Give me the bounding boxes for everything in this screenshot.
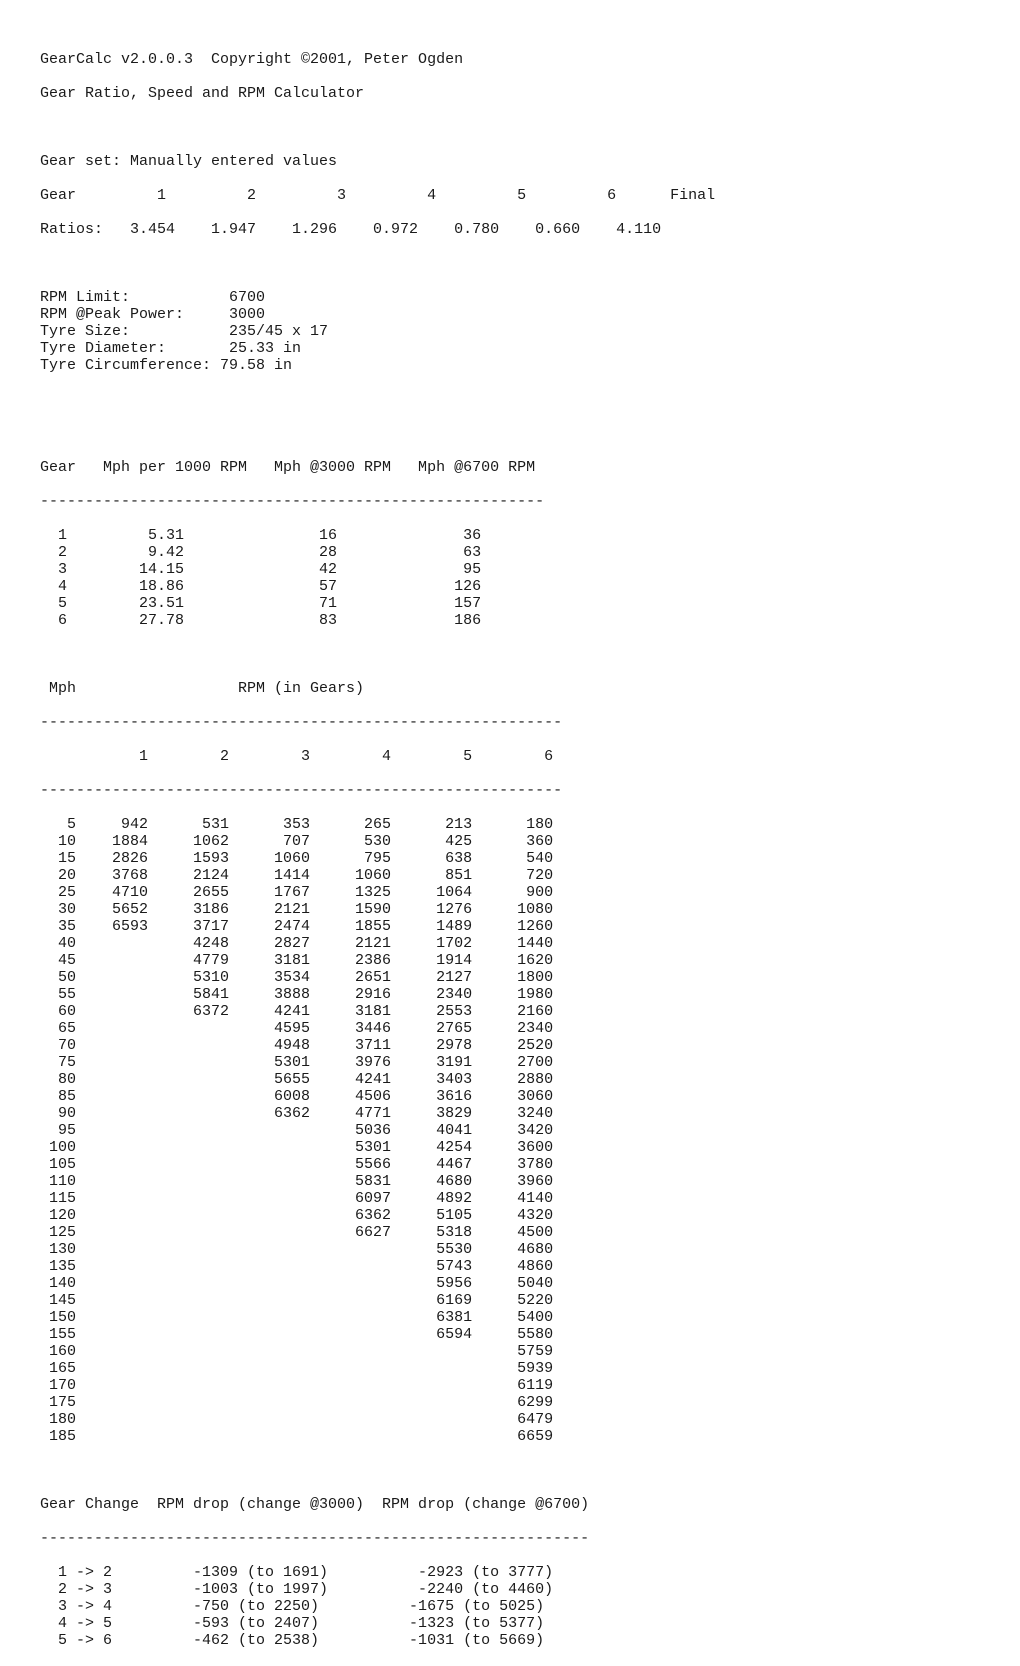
- gear-change-table: [40, 1564, 715, 1649]
- table-row: 55 5841 3888 2916 2340 1980: [40, 986, 554, 1003]
- table-row: 165 5939: [40, 1360, 554, 1377]
- table-row: 180 6479: [40, 1411, 554, 1428]
- table-row: 25 4710 2655 1767 1325 1064 900: [40, 884, 554, 901]
- gear-change-rule: -------------------------------------------------------------: [40, 1530, 590, 1547]
- table-row: 30 5652 3186 2121 1590 1276 1080: [40, 901, 554, 918]
- speed-table-rule: --------------------------------------------------------: [40, 493, 545, 510]
- table-row: 15 2826 1593 1060 795 638 540: [40, 850, 554, 867]
- table-row: 2 -> 3 -1003 (to 1997) -2240 (to 4460): [40, 1581, 554, 1598]
- vehicle-specs: [40, 289, 715, 374]
- speed-table: [40, 527, 715, 629]
- table-row: 120 6362 5105 4320: [40, 1207, 554, 1224]
- table-row: 135 5743 4860: [40, 1258, 554, 1275]
- table-row: 80 5655 4241 3403 2880: [40, 1071, 554, 1088]
- spec-line: Tyre Circumference: 79.58 in: [40, 357, 293, 374]
- rpm-table-rule: ----------------------------------------------------------: [40, 714, 563, 731]
- spec-line: Tyre Size: 235/45 x 17: [40, 323, 329, 340]
- table-row: 6 27.78 83 186: [40, 612, 482, 629]
- blank-line: [40, 646, 715, 663]
- table-row: 45 4779 3181 2386 1914 1620: [40, 952, 554, 969]
- table-row: 10 1884 1062 707 530 425 360: [40, 833, 554, 850]
- table-row: 175 6299: [40, 1394, 554, 1411]
- table-row: 115 6097 4892 4140: [40, 1190, 554, 1207]
- table-row: 150 6381 5400: [40, 1309, 554, 1326]
- table-row: 1 -> 2 -1309 (to 1691) -2923 (to 3777): [40, 1564, 554, 1581]
- table-row: 50 5310 3534 2651 2127 1800: [40, 969, 554, 986]
- blank-line: [40, 391, 715, 408]
- table-row: 90 6362 4771 3829 3240: [40, 1105, 554, 1122]
- table-row: 170 6119: [40, 1377, 554, 1394]
- table-row: 5 -> 6 -462 (to 2538) -1031 (to 5669): [40, 1632, 545, 1649]
- table-row: 130 5530 4680: [40, 1241, 554, 1258]
- report-title: GearCalc v2.0.0.3 Copyright ©2001, Peter Ogden: [40, 51, 464, 68]
- table-row: 185 6659: [40, 1428, 554, 1445]
- blank-line: [40, 425, 715, 442]
- spec-line: Tyre Diameter: 25.33 in: [40, 340, 302, 357]
- gear-set-label: Gear set: Manually entered values: [40, 153, 338, 170]
- table-row: 70 4948 3711 2978 2520: [40, 1037, 554, 1054]
- table-row: 100 5301 4254 3600: [40, 1139, 554, 1156]
- spec-line: RPM Limit: 6700: [40, 289, 266, 306]
- gear-ratios-line: Ratios: 3.454 1.947 1.296 0.972 0.780 0.660 4.110: [40, 221, 662, 238]
- table-row: 155 6594 5580: [40, 1326, 554, 1343]
- table-row: 4 -> 5 -593 (to 2407) -1323 (to 5377): [40, 1615, 545, 1632]
- table-row: 35 6593 3717 2474 1855 1489 1260: [40, 918, 554, 935]
- table-row: 5 942 531 353 265 213 180: [40, 816, 554, 833]
- table-row: 4 18.86 57 126: [40, 578, 482, 595]
- table-row: 125 6627 5318 4500: [40, 1224, 554, 1241]
- gear-change-header: Gear Change RPM drop (change @3000) RPM drop (change @6700): [40, 1496, 590, 1513]
- table-row: 5 23.51 71 157: [40, 595, 482, 612]
- table-row: 2 9.42 28 63: [40, 544, 482, 561]
- blank-line: [40, 255, 715, 272]
- rpm-table: [40, 816, 715, 1445]
- blank-line: [40, 119, 715, 136]
- table-row: 140 5956 5040: [40, 1275, 554, 1292]
- table-row: 85 6008 4506 3616 3060: [40, 1088, 554, 1105]
- table-row: 60 6372 4241 3181 2553 2160: [40, 1003, 554, 1020]
- gear-numbers-header: Gear 1 2 3 4 5 6 Final: [40, 187, 716, 204]
- table-row: 95 5036 4041 3420: [40, 1122, 554, 1139]
- report-subtitle: Gear Ratio, Speed and RPM Calculator: [40, 85, 365, 102]
- gearcalc-report: [40, 34, 715, 1666]
- table-row: 65 4595 3446 2765 2340: [40, 1020, 554, 1037]
- rpm-table-title: Mph RPM (in Gears): [40, 680, 365, 697]
- table-row: 110 5831 4680 3960: [40, 1173, 554, 1190]
- rpm-table-rule: ----------------------------------------------------------: [40, 782, 563, 799]
- table-row: 75 5301 3976 3191 2700: [40, 1054, 554, 1071]
- table-row: 145 6169 5220: [40, 1292, 554, 1309]
- spec-line: RPM @Peak Power: 3000: [40, 306, 266, 323]
- blank-line: [40, 1462, 715, 1479]
- table-row: 160 5759: [40, 1343, 554, 1360]
- rpm-table-gear-header: 1 2 3 4 5 6: [40, 748, 554, 765]
- table-row: 1 5.31 16 36: [40, 527, 482, 544]
- table-row: 40 4248 2827 2121 1702 1440: [40, 935, 554, 952]
- table-row: 3 14.15 42 95: [40, 561, 482, 578]
- table-row: 20 3768 2124 1414 1060 851 720: [40, 867, 554, 884]
- table-row: 105 5566 4467 3780: [40, 1156, 554, 1173]
- speed-table-header: Gear Mph per 1000 RPM Mph @3000 RPM Mph @6700 RPM: [40, 459, 536, 476]
- table-row: 3 -> 4 -750 (to 2250) -1675 (to 5025): [40, 1598, 545, 1615]
